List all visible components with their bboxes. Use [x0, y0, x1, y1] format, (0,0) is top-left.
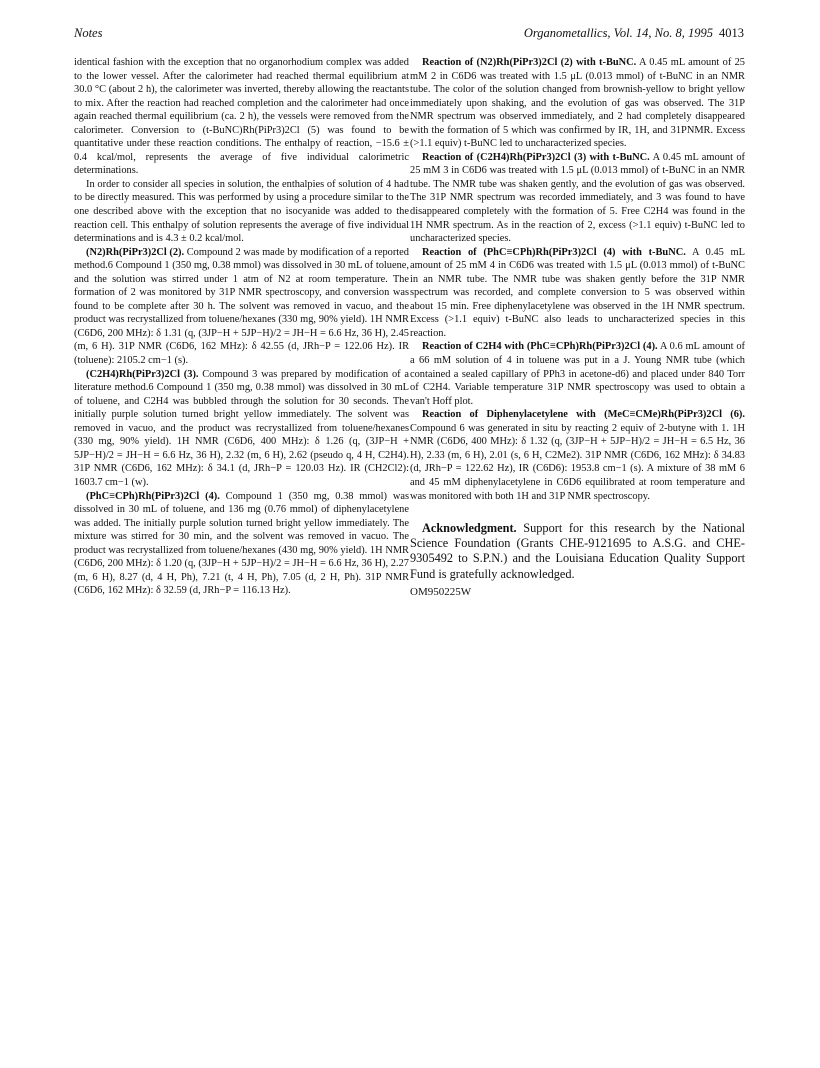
left-column — [74, 56, 409, 598]
compound-4-heading: (PhC≡CPh)Rh(PiPr3)2Cl (4). — [86, 490, 220, 502]
compound-3-text: Compound 3 was prepared by modification of a literature method.6 Compound 1 (350 mg, 0.38 mmol) was dissolved in 30 mL of toluene, and C2H4 was bubbled through the solution for 30 seconds. The initially purple solution turned bright yellow immediately. The solvent was removed in vacuo, and the product was recrystallized from toluene/hexanes (330 mg, 90% yield). 1H NMR (C6D6, 400 MHz): δ 1.26 (q, (3JP−H + 5JP−H)/2 = JH−H = 6.6 Hz, 36 H), 2.32 (m, 6 H), 2.62 (pseudo q, 4 H, C2H4). 31P NMR (C6D6, 162 MHz): δ 34.1 (d, JRh−P = 120.03 Hz). IR (CH2Cl2): 1603.7 cm−1 (w). — [74, 368, 409, 488]
page-number: 4013 — [719, 26, 744, 40]
reaction-4-text: A 0.45 mL amount of 25 mM 4 in C6D6 was treated with 1.5 μL (0.013 mmol) of t-BuNC in an NMR tube. The NMR tube was shaken gently before the 31P NMR spectrum was recorded, and complete conversion to 5 was observed within about 15 min. Free diphenylacetylene was observed in the 1H NMR spectrum. Excess (>1.1 equiv) t-BuNC also leads to uncharacterized species in this reaction. — [410, 246, 745, 339]
compound-4-text: Compound 1 (350 mg, 0.38 mmol) was dissolved in 30 mL of toluene, and 136 mg (0.76 mmol) of diphenylacetylene was added. The initially purple solution turned bright yellow immediately. The mixture was stirred for 30 min, and the solvent was removed in vacuo. The product was recrystallized from toluene/hexanes (430 mg, 90% yield). 1H NMR (C6D6, 200 MHz): δ 1.20 (q, (3JP−H + 5JP−H)/2 = JH−H = 6.6 Hz, 36 H), 2.27 (m, 6 H), 8.27 (d, 4 H, Ph), 7.21 (t, 4 H, Ph), 7.05 (d, 2 H, Ph). 31P NMR (C6D6, 162 MHz): δ 32.59 (d, JRh−P = 116.13 Hz). — [74, 490, 410, 597]
compound-2-heading: (N2)Rh(PiPr3)2Cl (2). — [86, 246, 185, 258]
reaction-c2h4-heading: Reaction of C2H4 with (PhC≡CPh)Rh(PiPr3)2Cl (4). — [422, 341, 658, 353]
journal-citation — [524, 26, 744, 41]
paragraph-calorimetry: identical fashion with the exception that no organorhodium complex was added to the lower vessel. After the calorimeter had reached thermal equilibrium at 30.0 °C (about 2 h), the calorimeter was inverted, thereby allowing the reactants to mix. After the reaction had reached completion and the calorimeter had once again reached thermal equilibrium (ca. 2 h), the vessels were removed from the calorimeter. Conversion to (t-BuNC)Rh(PiPr3)2Cl (5) was found to be quantitative under these reaction conditions. The enthalpy of reaction, −15.6 ± 0.4 kcal/mol, represents the average of five individual calorimetric determinations. — [74, 57, 409, 177]
compound-3-heading: (C2H4)Rh(PiPr3)2Cl (3). — [86, 368, 199, 380]
compound-2-text: Compound 2 was made by modification of a reported method.6 Compound 1 (350 mg, 0.38 mmol) was dissolved in 30 mL of toluene, and the solution was stirred under 1 atm of N2 at room temperature. The formation of 2 was monitored by 31P NMR spectroscopy, and conversion was found to be complete after 30 h. The solvent was removed in vacuo, and the product was recrystallized from toluene/hexanes (330 mg, 90% yield). 1H NMR (C6D6, 200 MHz): δ 1.31 (q, (3JP−H + 5JP−H)/2 = JH−H = 6.6 Hz, 36 H), 2.45 (m, 6 H). 31P NMR (C6D6, 162 MHz): δ 42.55 (d, JRh−P = 122.06 Hz). IR (toluene): 2105.2 cm−1 (s). — [74, 246, 409, 367]
reaction-3-heading: Reaction of (C2H4)Rh(PiPr3)2Cl (3) with t-BuNC. — [422, 151, 650, 163]
reaction-3-text: A 0.45 mL amount of 25 mM 3 in C6D6 was treated with 1.5 μL (0.013 mmol) of t-BuNC in an NMR tube. The NMR tube was shaken gently, and the evolution of gas was observed. The 31P NMR spectrum was recorded immediately, and 3 was found to have disappeared completely with the formation of 5. Free C2H4 was found in the 1H NMR spectrum. As in the reaction of 2, excess (>1.1 equiv) t-BuNC led to uncharacterized species. — [410, 151, 745, 245]
paragraph-reaction-3 — [410, 151, 745, 246]
paragraph-enthalpy-solution: In order to consider all species in solution, the enthalpies of solution of 4 had to be directly measured. This was performed by using a procedure similar to the one described above with the exception that no isocyanide was added to the reaction cell. This enthalpy of solution represents the average of five individual determinations and is 4.3 ± 0.2 kcal/mol. — [74, 178, 409, 245]
paragraph-compound-2 — [74, 246, 409, 368]
manuscript-code: OM950225W — [410, 585, 472, 598]
paragraph-reaction-6 — [410, 408, 745, 503]
acknowledgment-text: Support for this research by the National Science Foundation (Grants CHE-9121695 to A.S.G. and CHE-9305492 to S.P.N.) and the Louisiana Education Quality Support Fund is gratefully acknowledged. — [410, 521, 745, 581]
paragraph-compound-3 — [74, 368, 409, 490]
paragraph-reaction-4 — [410, 246, 745, 341]
reaction-2-heading: Reaction of (N2)Rh(PiPr3)2Cl (2) with t-BuNC. — [422, 57, 637, 68]
paragraph-reaction-2 — [410, 56, 745, 151]
acknowledgment — [410, 521, 745, 582]
paragraph-reaction-c2h4 — [410, 340, 745, 408]
reaction-c2h4-text: A 0.6 mL amount of a 66 mM solution of 4 in toluene was put in a J. Young NMR tube (which contained a sealed capillary of PPh3 in acetone-d6) and placed under 840 Torr of C2H4. Variable temperature 31P NMR spectroscopy was used to obtain a van't Hoff plot. — [410, 341, 745, 407]
reaction-6-text: Compound 6 was generated in situ by reacting 2 equiv of 2-butyne with 1. 1H NMR (C6D6, 400 MHz): δ 1.32 (q, (3JP−H + 5JP−H)/2 = JH−H = 6.5 Hz, 36 H), 2.33 (m, 6 H), 2.01 (s, 6 H, C2Me2). 31P NMR (C6D6, 162 MHz): δ 34.83 (d, JRh−P = 122.62 Hz), IR (C6D6): 1953.8 cm−1 (s). A mixture of 38 mM 6 and 45 mM diphenylacetylene in C6D6 equilibrated at room temperature and was monitored with both 1H and 31P NMR spectroscopy. — [410, 422, 745, 502]
journal-name: Organometallics, Vol. 14, No. 8, 1995 — [523, 26, 713, 40]
running-head: Notes — [74, 26, 103, 40]
reaction-2-text: A 0.45 mL amount of 25 mM 2 in C6D6 was treated with 1.5 μL (0.013 mmol) of t-BuNC in an NMR tube. The color of the solution changed from brownish-yellow to bright yellow immediately upon shaking, and the evolution of gas was observed. The 31P NMR spectrum was observed immediately, and 2 had completely disappeared with the formation of 5 which was confirmed by IR, 1H, and 31PNMR. Excess (>1.1 equiv) t-BuNC led to uncharacterized species. — [410, 57, 745, 150]
reaction-4-heading: Reaction of (PhC≡CPh)Rh(PiPr3)2Cl (4) with t-BuNC. — [422, 246, 686, 258]
right-column — [410, 56, 745, 599]
reaction-6-heading: Reaction of Diphenylacetylene with (MeC≡CMe)Rh(PiPr3)2Cl (6). — [422, 409, 745, 421]
paragraph-compound-4 — [74, 490, 409, 598]
acknowledgment-heading: Acknowledgment. — [422, 521, 517, 536]
